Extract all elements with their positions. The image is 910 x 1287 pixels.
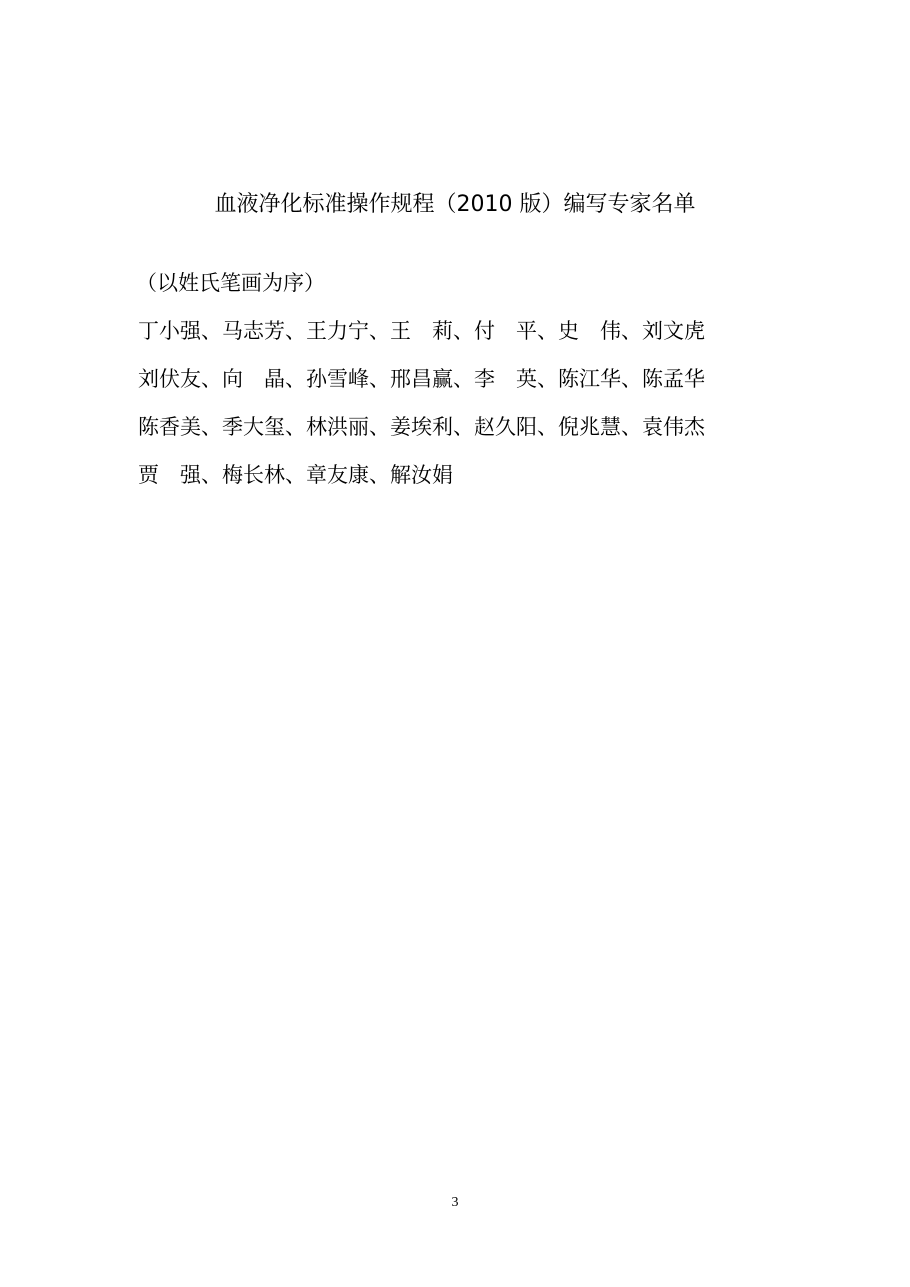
name-line: 丁小强、马志芳、王力宁、王 莉、付 平、史 伟、刘文虎 xyxy=(138,319,705,343)
ordering-note: （以姓氏笔画为序） xyxy=(136,271,325,295)
expert-name-list xyxy=(138,314,778,506)
page-number: 3 xyxy=(451,1195,459,1210)
document-title: 血液净化标准操作规程（2010 版）编写专家名单 xyxy=(214,192,696,217)
name-line: 陈香美、季大玺、林洪丽、姜埃利、赵久阳、倪兆慧、袁伟杰 xyxy=(138,415,705,439)
name-line: 刘伏友、向 晶、孙雪峰、邢昌赢、李 英、陈江华、陈孟华 xyxy=(138,367,705,391)
name-line: 贾 强、梅长林、章友康、解汝娟 xyxy=(138,463,453,487)
